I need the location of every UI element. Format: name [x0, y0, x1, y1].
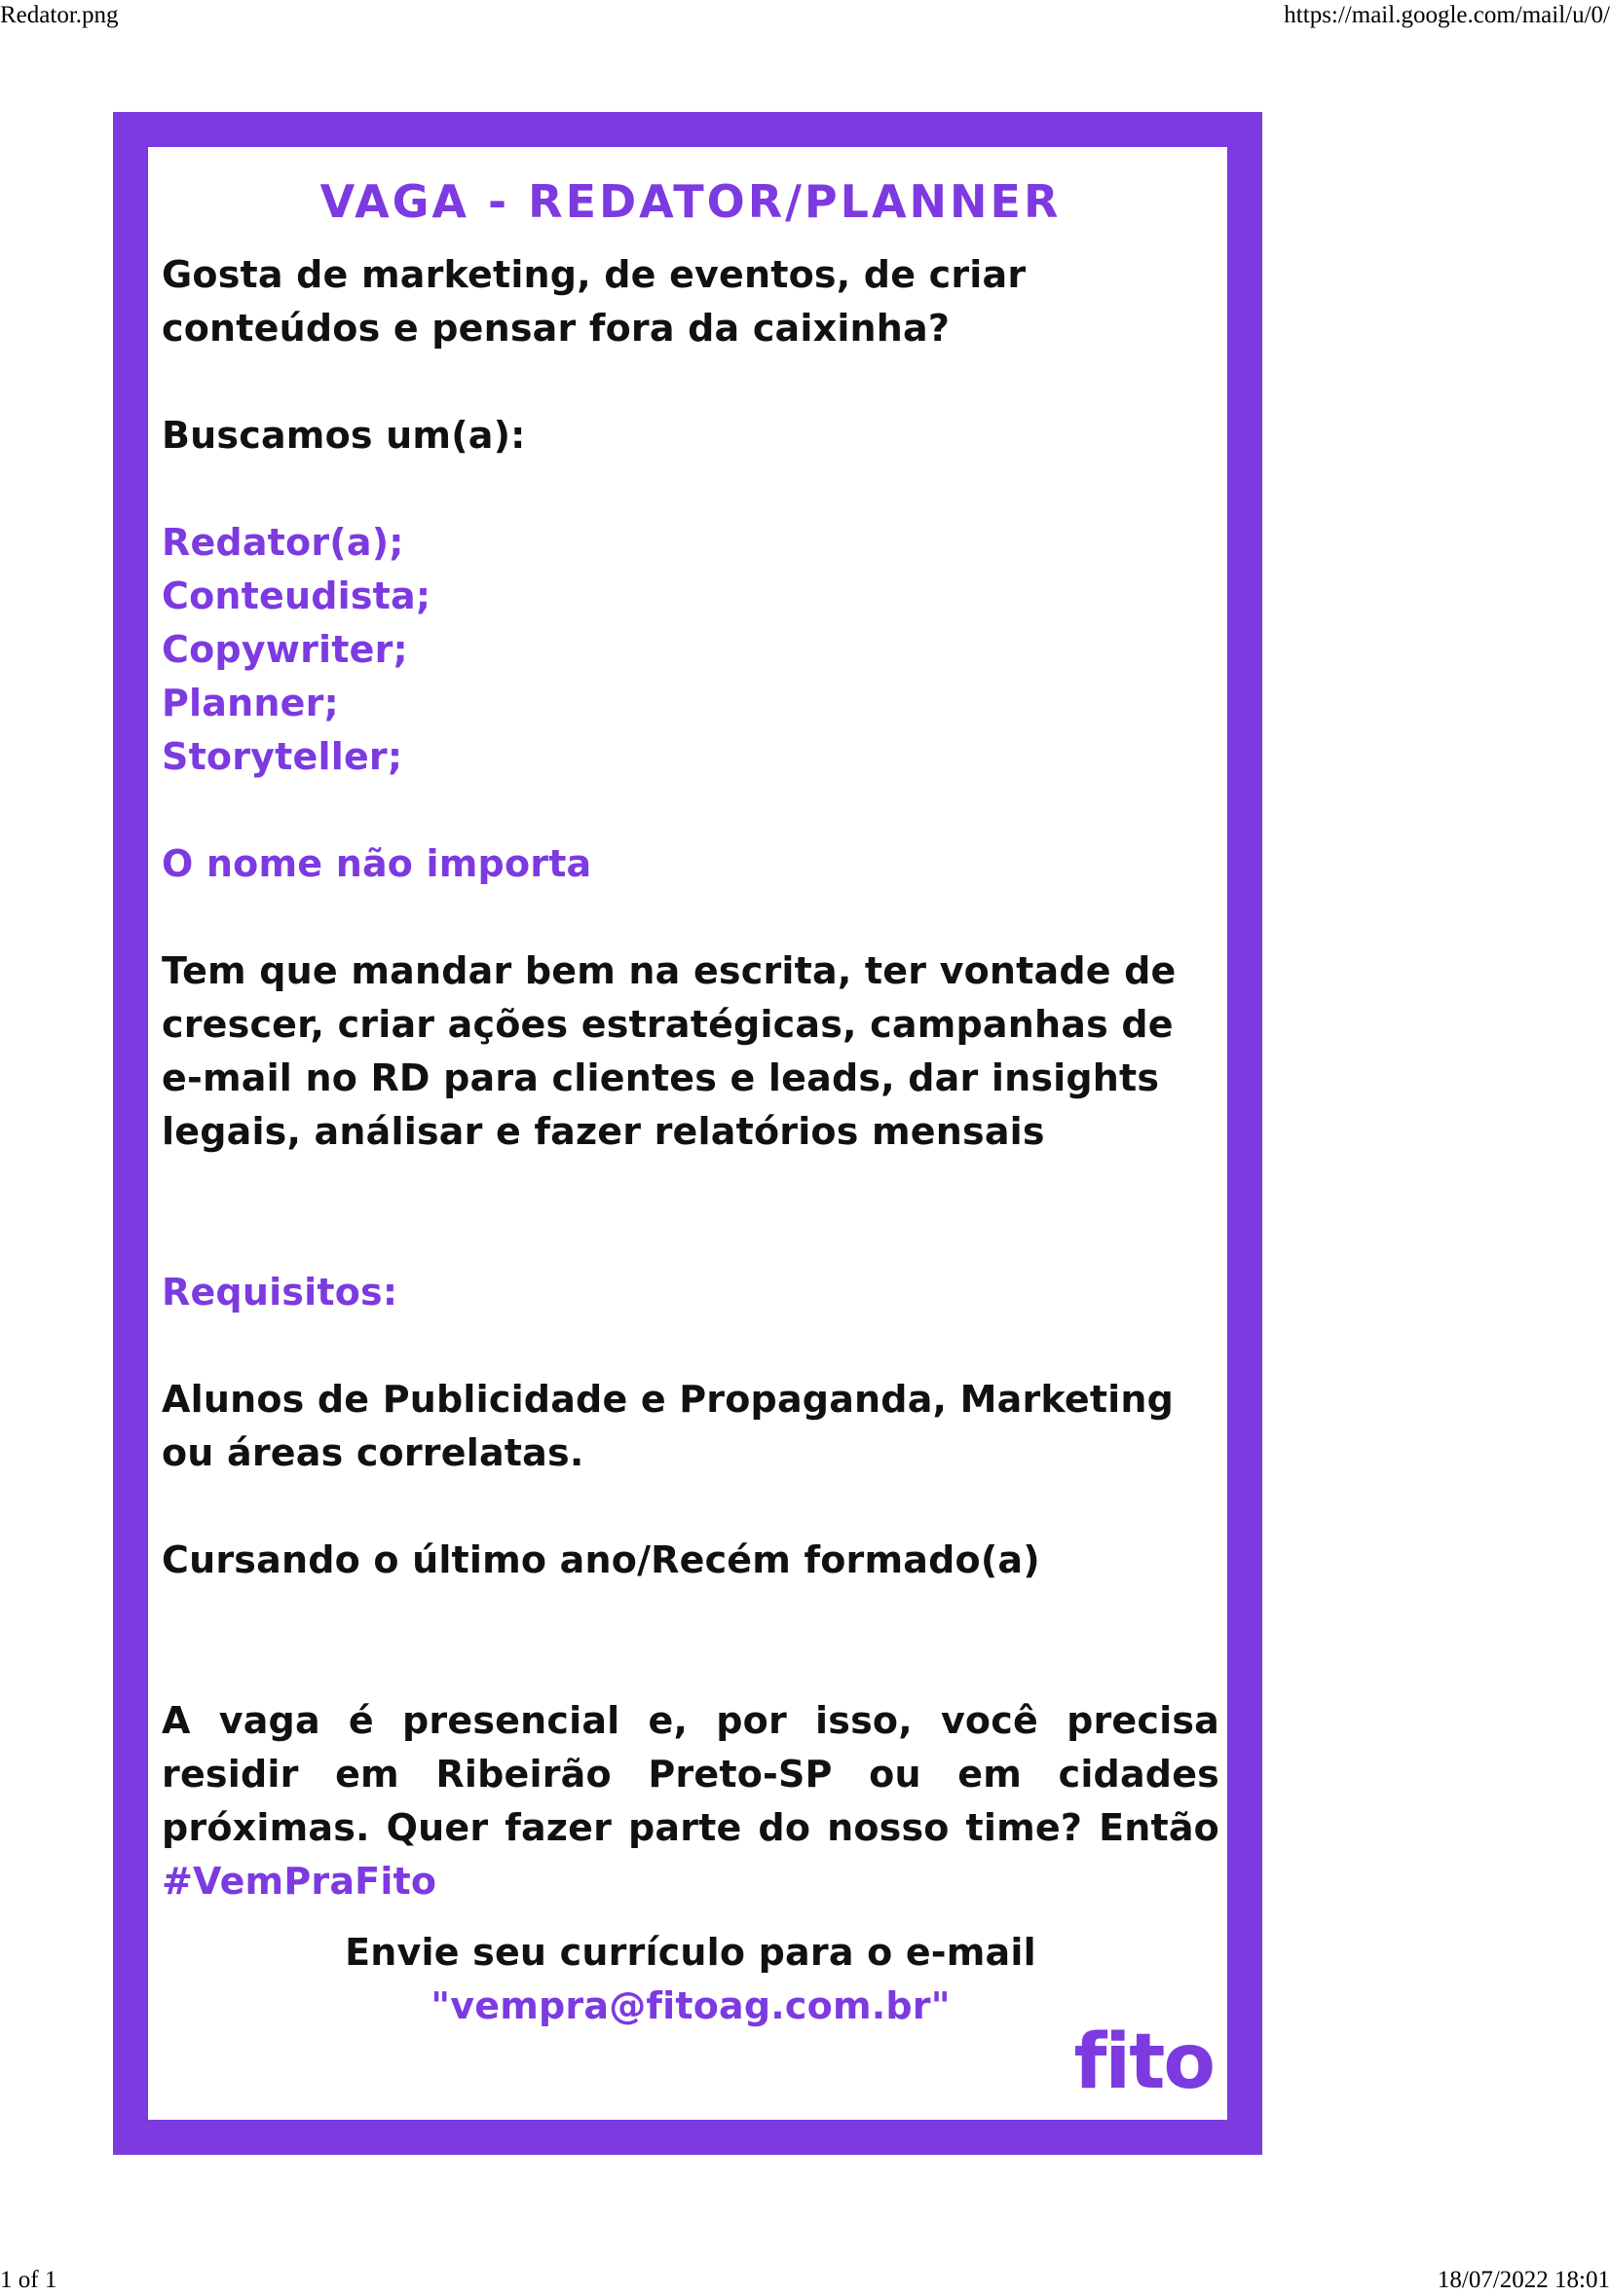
- role-item: Planner;: [162, 682, 339, 724]
- poster-card: [148, 147, 1227, 2120]
- role-item: Conteudista;: [162, 574, 431, 617]
- role-item: Copywriter;: [162, 628, 408, 671]
- poster-intro: Gosta de marketing, de eventos, de criar conteúdos e pensar fora da caixinha?: [162, 253, 1027, 350]
- role-item: Redator(a);: [162, 521, 404, 564]
- print-header-url: https://mail.google.com/mail/u/0/: [1284, 2, 1610, 28]
- hashtag-vemprafito: #VemPraFito: [162, 1860, 437, 1903]
- role-item: Storyteller;: [162, 735, 403, 778]
- print-header-filename: Redator.png: [0, 2, 119, 28]
- seeking-label: Buscamos um(a):: [162, 414, 526, 457]
- print-timestamp: 18/07/2022 18:01: [1437, 2267, 1610, 2293]
- job-description: Tem que mandar bem na escrita, ter vontade de crescer, criar ações estratégicas, campanhas de e-mail no RD para clientes e leads, dar insights legais, análisar e fazer relatórios mensais: [162, 949, 1177, 1153]
- requirements-heading: Requisitos:: [162, 1271, 398, 1314]
- requirement-course: Alunos de Publicidade e Propaganda, Marketing ou áreas correlatas.: [162, 1378, 1175, 1474]
- fito-logo: fito: [1073, 2018, 1214, 2106]
- name-note: O nome não importa: [162, 842, 592, 885]
- contact-email: "vempra@fitoag.com.br": [431, 1984, 951, 2027]
- poster-frame: [113, 112, 1262, 2155]
- cta-text: Envie seu currículo para o e-mail: [345, 1931, 1036, 1974]
- page-count: 1 of 1: [0, 2267, 57, 2293]
- poster-content: [162, 147, 1219, 2033]
- location-text: A vaga é presencial e, por isso, você precisa residir em Ribeirão Preto-SP ou em cidades próximas. Quer fazer parte do nosso time? Então #VemPraFito: [162, 1699, 1219, 1903]
- print-header: [0, 2, 1610, 31]
- requirement-stage: Cursando o último ano/Recém formado(a): [162, 1538, 1040, 1581]
- poster-title: VAGA - REDATOR/PLANNER: [319, 175, 1062, 228]
- print-footer: [0, 2267, 1610, 2296]
